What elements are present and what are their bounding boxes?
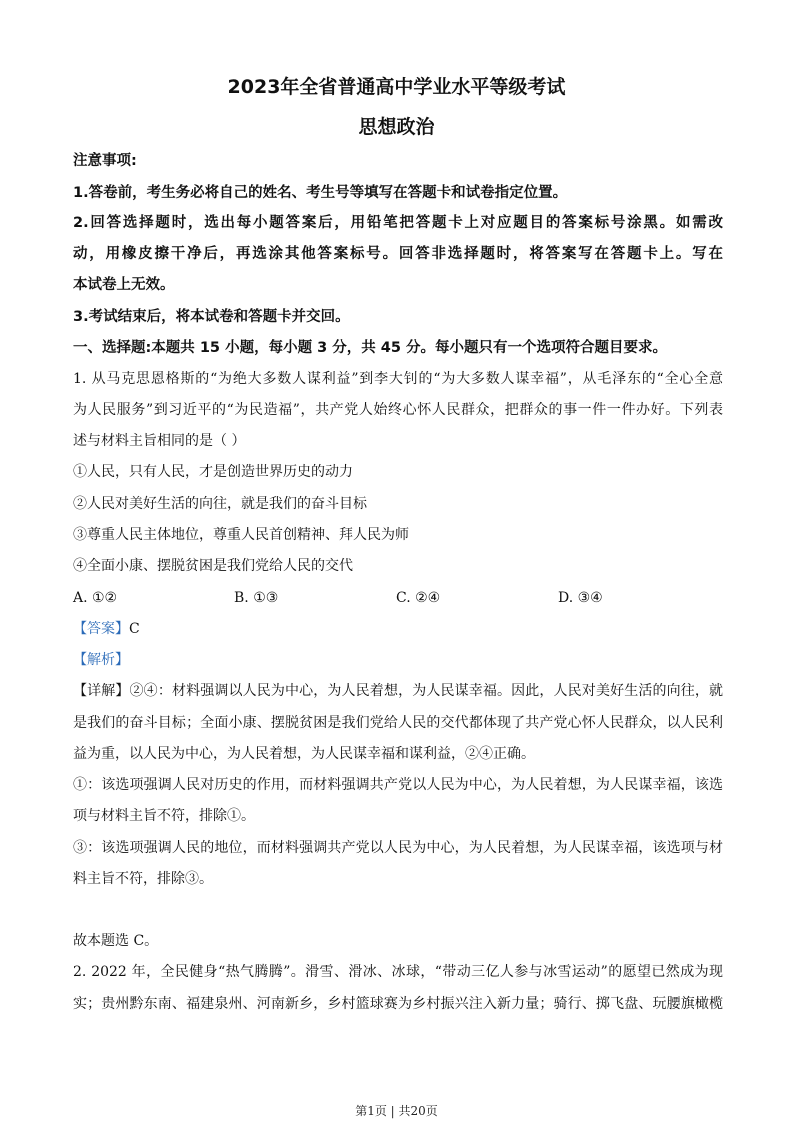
q1-analysis-heading: [73, 651, 723, 669]
answer-value: C: [129, 621, 140, 637]
section-1-heading: 一、选择题:本题共 15 小题，每小题 3 分，共 45 分。每小题只有一个选项符合题目要求。: [73, 340, 668, 356]
q1-detail-line-1: [73, 682, 723, 700]
q1-detail-line-5: 项与材料主旨不符，排除①。: [73, 808, 255, 824]
q1-stem-line-1: 1. 从马克思恩格斯的“为绝大多数人谋利益”到李大钊的“为大多数人谋幸福”，从毛泽东的“全心全意: [73, 371, 723, 387]
q1-detail-line-4: ①：该选项强调人民对历史的作用，而材料强调共产党以人民为中心，为人民着想，为人民谋幸福，该选: [73, 777, 723, 793]
q1-statement-1: ①人民，只有人民，才是创造世界历史的动力: [73, 464, 353, 480]
q1-option-b: B. ①③: [234, 590, 279, 606]
notice-item-2-line-2: 动，用橡皮擦干净后，再选涂其他答案标号。回答非选择题时，将答案写在答题卡上。写在: [73, 246, 723, 262]
q2-stem-line-2: 实；贵州黔东南、福建泉州、河南新乡，乡村篮球赛为乡村振兴注入新力量；骑行、掷飞盘、玩腰旗橄榄: [73, 996, 723, 1012]
notice-item-3: 3.考试结束后，将本试卷和答题卡并交回。: [73, 309, 350, 325]
q1-statement-4: ④全面小康、摆脱贫困是我们党给人民的交代: [73, 558, 353, 574]
detail-text: ②④：材料强调以人民为中心，为人民着想，为人民谋幸福。因此，人民对美好生活的向往，就: [129, 683, 723, 699]
q1-option-d: D. ③④: [558, 590, 603, 606]
q1-detail-line-6: ③：该选项强调人民的地位，而材料强调共产党以人民为中心，为人民着想，为人民谋幸福，该选项与材: [73, 840, 723, 856]
q1-stem-line-2: 为人民服务”到习近平的“为民造福”，共产党人始终心怀人民群众，把群众的事一件一件办好。下列表: [73, 402, 723, 418]
q1-option-a: A. ①②: [73, 590, 118, 606]
analysis-tag: 【解析】: [73, 652, 129, 668]
notice-heading: 注意事项:: [73, 153, 137, 169]
q1-option-c: C. ②④: [396, 590, 441, 606]
q1-statement-2: ②人民对美好生活的向往，就是我们的奋斗目标: [73, 496, 367, 512]
q2-stem-line-1: 2. 2022 年，全民健身“热气腾腾”。滑雪、滑冰、冰球，“带动三亿人参与冰雪运动”的愿望已然成为现: [73, 964, 723, 980]
q1-detail-line-7: 料主旨不符，排除③。: [73, 871, 213, 887]
q1-statement-3: ③尊重人民主体地位，尊重人民首创精神、拜人民为师: [73, 527, 409, 543]
notice-item-1: 1.答卷前，考生务必将自己的姓名、考生号等填写在答题卡和试卷指定位置。: [73, 185, 568, 201]
notice-item-2-line-1: 2.回答选择题时，选出每小题答案后，用铅笔把答题卡上对应题目的答案标号涂黑。如需改: [73, 215, 723, 231]
notice-item-2-line-3: 本试卷上无效。: [73, 277, 175, 293]
q1-stem-line-3: 述与材料主旨相同的是（ ）: [73, 433, 246, 449]
exam-title: 2023年全省普通高中学业水平等级考试: [227, 76, 566, 98]
detail-tag: 【详解】: [73, 683, 130, 699]
q1-answer: [73, 620, 723, 638]
q1-detail-line-3: 益为重，以人民为中心，为人民着想，为人民谋幸福和谋利益，②④正确。: [73, 746, 535, 762]
q1-detail-line-2: 是我们的奋斗目标；全面小康、摆脱贫困是我们党给人民的交代都体现了共产党心怀人民群众，以人民利: [73, 715, 723, 731]
answer-tag: 【答案】: [73, 621, 129, 637]
q1-conclusion: 故本题选 C。: [73, 933, 159, 949]
exam-subject: 思想政治: [358, 116, 435, 138]
page-footer: 第1页 | 共20页: [355, 1104, 438, 1118]
